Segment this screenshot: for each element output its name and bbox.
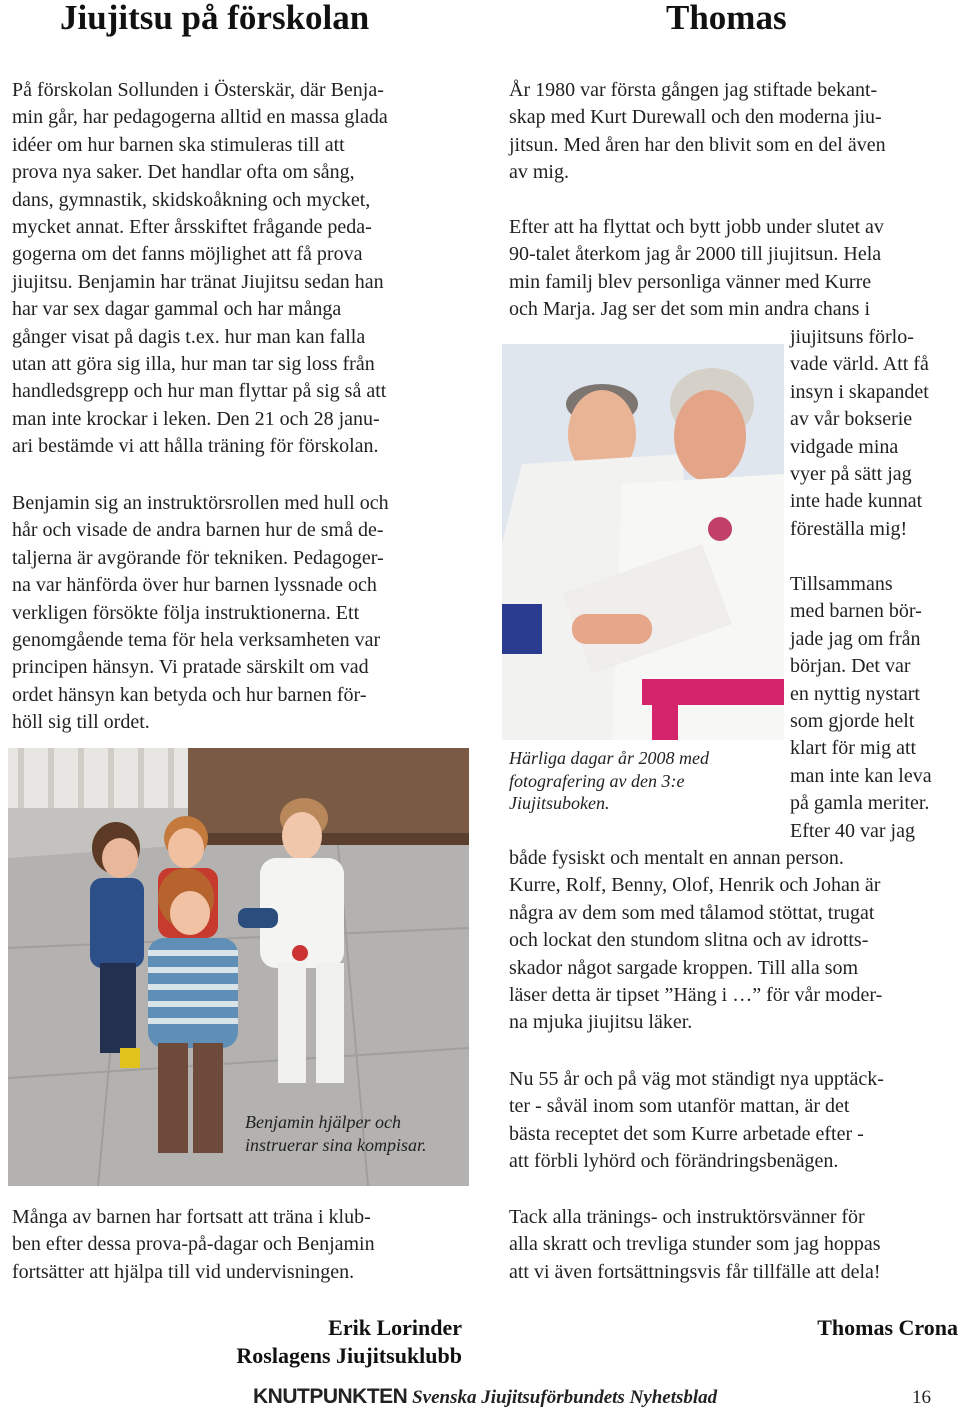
text-line: Jiujitsuboken. (509, 793, 610, 813)
text-line: början. Det var (790, 655, 911, 678)
left-paragraph-1 (12, 77, 388, 461)
text-line: Erik Lorinder (328, 1315, 462, 1340)
text-line: Benjamin hjälper och (245, 1112, 401, 1132)
text-line: ordet hänsyn kan betyda och hur barnen för- (12, 683, 367, 706)
right-paragraph-5 (509, 1204, 881, 1286)
text-line: höll sig till ordet. (12, 711, 150, 734)
text-line: inte hade kunnat (790, 490, 923, 513)
text-line: vyer på sätt jag (790, 463, 912, 486)
right-paragraph-1 (509, 77, 886, 187)
text-line: handledsgrepp och hur man flyttar på sig så att (12, 380, 387, 403)
text-line: Efter att ha flyttat och bytt jobb under slutet av (509, 216, 884, 238)
left-signature (236, 1314, 462, 1370)
text-line: gånger visat på dagis t.ex. hur man kan falla (12, 325, 366, 348)
text-line: idéer om hur barnen ska stimuleras till att (12, 133, 345, 156)
text-line: fotografering av den 3:e (509, 770, 685, 791)
text-line: med barnen bör- (790, 600, 922, 623)
right-paragraph-2-wrap (790, 324, 929, 543)
right-paragraph-3 (509, 845, 882, 1037)
text-line: några av dem som med tålamod stöttat, trugat (509, 901, 875, 924)
publication-name: Svenska Jiujitsuförbundets Nyhetsblad (412, 1387, 718, 1408)
text-line: av vår bokserie (790, 408, 913, 431)
text-line: På förskolan Sollunden i Österskär, där Benja- (12, 79, 384, 101)
text-line: ari bestämde vi att hålla träning för förskolan. (12, 435, 379, 458)
text-line: gogerna om det fanns möjlighet att få prova (12, 243, 363, 266)
text-line: klart för mig att (790, 737, 917, 760)
text-line: dans, gymnastik, skidskoåkning och mycket, (12, 188, 371, 211)
text-line: na mjuka jiujitsu läker. (509, 1011, 693, 1034)
text-line: min familj blev personliga vänner med Kurre (509, 270, 872, 293)
page-number: 16 (912, 1387, 931, 1408)
text-line: Thomas Crona (817, 1315, 958, 1340)
left-paragraph-2 (12, 490, 389, 737)
right-paragraph-2 (509, 214, 884, 324)
text-line: Många av barnen har fortsatt att träna i klub- (12, 1206, 371, 1228)
right-article-title: Thomas (666, 0, 787, 37)
text-line: hår och visade de andra barnen hur de små de- (12, 519, 384, 542)
page-footer (253, 1385, 717, 1409)
text-line: och lockat den stundom slitna och av idrotts- (509, 929, 869, 952)
text-line: läser detta är tipset ”Häng i …” för vår moder- (509, 984, 883, 1007)
right-paragraph-3-wrap (790, 571, 932, 845)
instructors-photo-caption (509, 747, 709, 815)
text-line: alla skratt och trevliga stunder som jag hoppas (509, 1233, 881, 1256)
newsletter-brand: KNUTPUNKTEN (253, 1385, 408, 1408)
text-line: genomgående tema för hela verksamheten var (12, 629, 381, 652)
text-line: vade värld. Att få (790, 353, 929, 376)
text-line: har var sex dagar gammal och har många (12, 298, 342, 321)
right-signature (817, 1314, 958, 1342)
text-line: jitsun. Med åren har den blivit som en del även (509, 133, 886, 156)
text-line: som gjorde helt (790, 710, 915, 733)
text-line: fortsätter att hjälpa till vid undervisningen. (12, 1260, 355, 1283)
text-line: bästa receptet det som Kurre arbetade efter - (509, 1122, 864, 1145)
text-line: Härliga dagar år 2008 med (509, 748, 710, 768)
text-line: skap med Kurt Durewall och den moderna jiu- (509, 106, 882, 129)
text-line: föreställa mig! (790, 517, 908, 540)
text-line: År 1980 var första gången jag stiftade bekant- (509, 79, 878, 101)
text-line: Efter 40 var jag (790, 819, 915, 842)
left-article-title: Jiujitsu på förskolan (60, 0, 370, 37)
text-line: prova nya saker. Det handlar ofta om sång, (12, 161, 355, 184)
text-line: mycket annat. Efter årsskiftet frågande peda- (12, 216, 372, 239)
text-line: na var hänförda över hur barnen lyssnade och (12, 574, 377, 597)
text-line: en nyttig nystart (790, 682, 920, 705)
instructors-photo (502, 344, 784, 740)
text-line: taljerna är avgörande för tekniken. Pedagoger- (12, 546, 384, 569)
text-line: och Marja. Jag ser det som min andra chans i (509, 298, 871, 321)
text-line: verkligen försökte följa instruktionerna. Ett (12, 601, 360, 624)
text-line: att vi även fortsättningsvis får tillfälle att dela! (509, 1260, 881, 1283)
text-line: jiujitsu. Benjamin har tränat Jiujitsu sedan han (12, 270, 384, 293)
text-line: jiujitsuns förlo- (790, 326, 914, 348)
text-line: man inte kan leva (790, 764, 932, 787)
text-line: skador något sargade kroppen. Till alla som (509, 956, 859, 979)
children-photo-caption (245, 1111, 427, 1156)
right-paragraph-4 (509, 1066, 884, 1176)
text-line: Tillsammans (790, 573, 893, 595)
text-line: principen hänsyn. Vi pratade särskilt om vad (12, 656, 369, 679)
text-line: ben efter dessa prova-på-dagar och Benjamin (12, 1233, 375, 1256)
text-line: att förbli lyhörd och förändringsbenägen. (509, 1150, 839, 1173)
text-line: av mig. (509, 161, 569, 184)
text-line: vidgade mina (790, 435, 899, 458)
text-line: Roslagens Jiujitsuklubb (236, 1343, 462, 1368)
text-line: Benjamin sig an instruktörsrollen med hull och (12, 492, 389, 514)
left-paragraph-3 (12, 1204, 375, 1286)
text-line: Nu 55 år och på väg mot ständigt nya upptäck- (509, 1068, 884, 1090)
text-line: insyn i skapandet (790, 380, 929, 403)
text-line: både fysiskt och mentalt en annan person. (509, 847, 844, 869)
text-line: Tack alla tränings- och instruktörsvänner för (509, 1206, 865, 1228)
text-line: ter - såväl inom som utanför mattan, är det (509, 1095, 850, 1118)
text-line: Kurre, Rolf, Benny, Olof, Henrik och Johan är (509, 874, 881, 897)
text-line: jade jag om från (790, 627, 921, 650)
text-line: instruerar sina kompisar. (245, 1134, 427, 1155)
text-line: på gamla meriter. (790, 792, 930, 815)
text-line: min går, har pedagogerna alltid en massa glada (12, 106, 388, 129)
text-line: 90-talet återkom jag år 2000 till jiujitsun. Hela (509, 243, 882, 266)
text-line: man inte krockar i leken. Den 21 och 28 janu- (12, 407, 380, 430)
text-line: utan att göra sig illa, hur man tar sig loss från (12, 353, 375, 376)
